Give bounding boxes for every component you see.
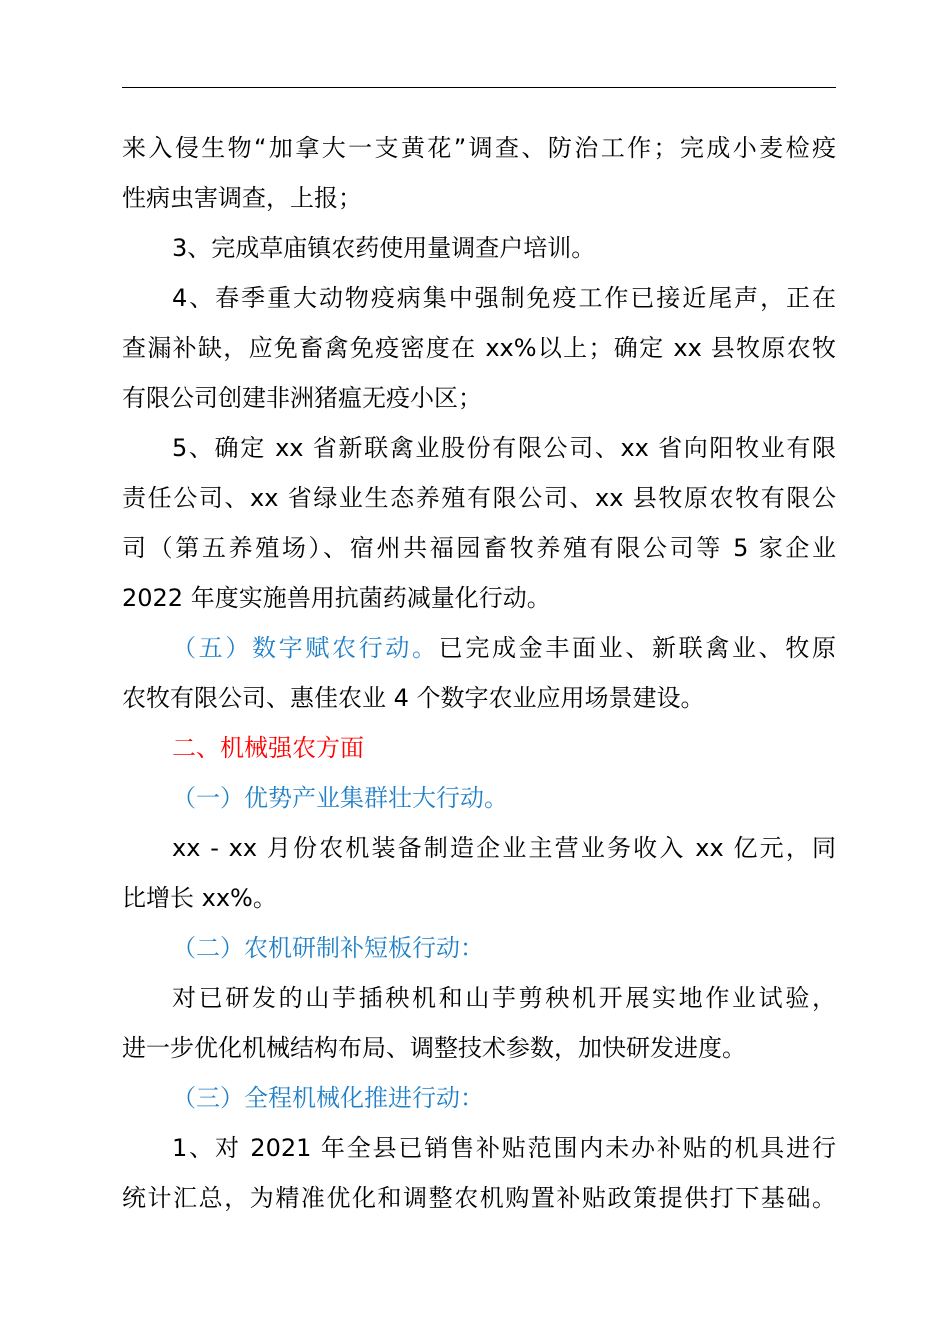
text-line: 3、完成草庙镇农药使用量调查户培训。 [172,234,596,262]
text-line: 统计汇总，为精准优化和调整农机购置补贴政策提供打下基础。 [122,1184,836,1212]
text-line: 有限公司创建非洲猪瘟无疫小区； [122,384,482,412]
text-segment: 已完成金丰面业、新联禽业、牧原 [438,634,836,662]
text-line: 2022 年度实施兽用抗菌药减量化行动。 [122,584,551,612]
header-rule [122,87,836,88]
document-body [122,123,836,1223]
text-line: 1、对 2021 年全县已销售补贴范围内未办补贴的机具进行 [172,1134,836,1162]
text-line: 进一步优化机械结构布局、调整技术参数，加快研发进度。 [122,1034,746,1062]
text-line: 司（第五养殖场）、宿州共福园畜牧养殖有限公司等 5 家企业 [122,534,836,562]
text-line: xx - xx 月份农机装备制造企业主营业务收入 xx 亿元，同 [172,834,836,862]
text-line-mixed [122,623,836,673]
text-line: 对已研发的山芋插秧机和山芋剪秧机开展实地作业试验， [172,984,836,1012]
subsection-heading: （一）优势产业集群壮大行动。 [172,784,508,812]
text-line: 5、确定 xx 省新联禽业股份有限公司、xx 省向阳牧业有限 [172,434,836,462]
text-line: 比增长 xx%。 [122,884,277,912]
text-line: 4、春季重大动物疫病集中强制免疫工作已接近尾声，正在 [172,284,836,312]
text-line: 来入侵生物“加拿大一支黄花”调查、防治工作；完成小麦检疫 [122,134,836,162]
subsection-heading: （二）农机研制补短板行动： [172,934,484,962]
subsection-heading: （五）数字赋农行动。 [172,634,439,662]
section-title: 二、机械强农方面 [172,734,364,762]
text-line: 查漏补缺，应免畜禽免疫密度在 xx%以上；确定 xx 县牧原农牧 [122,334,836,362]
text-line: 农牧有限公司、惠佳农业 4 个数字农业应用场景建设。 [122,684,705,712]
subsection-heading: （三）全程机械化推进行动： [172,1084,484,1112]
text-line: 性病虫害调查，上报； [122,184,362,212]
text-line: 责任公司、xx 省绿业生态养殖有限公司、xx 县牧原农牧有限公 [122,484,836,512]
